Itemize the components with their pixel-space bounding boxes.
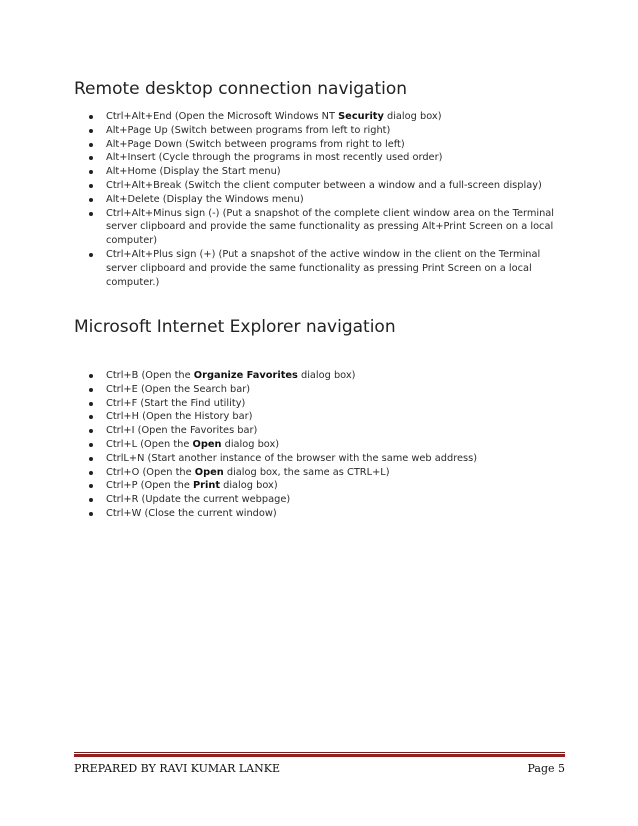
item-text: Ctrl+H (Open the History bar): [106, 411, 253, 423]
item-text: Alt+Page Down (Switch between programs from right to left): [106, 138, 405, 150]
bullet-icon: [89, 498, 93, 502]
item-emphasis: Organize Favorites: [193, 370, 298, 381]
list-item: [74, 438, 574, 452]
item-text: Ctrl+Alt+Break (Switch the client computer between a window and a full-screen display): [106, 179, 542, 191]
bullet-icon: [89, 484, 93, 488]
section-remote-desktop: [74, 78, 574, 289]
list-item: [74, 165, 574, 179]
list-item: [74, 493, 574, 507]
list-item: [74, 138, 574, 152]
section-internet-explorer: [74, 316, 574, 521]
item-emphasis: Open: [194, 466, 224, 478]
item-text: Ctrl+B (Open the: [106, 370, 194, 381]
bullet-icon: [89, 198, 93, 202]
item-text: Ctrl+P (Open the: [106, 480, 193, 492]
item-text-after: dialog box, the same as CTRL+L): [223, 466, 390, 478]
item-text: Alt+Home (Display the Start menu): [106, 166, 281, 178]
item-text: Alt+Insert (Cycle through the programs in most recently used order): [106, 152, 443, 164]
shortcut-list: [74, 369, 574, 521]
footer-page-number: Page 5: [527, 762, 565, 775]
item-text: Ctrl+W (Close the current window): [106, 507, 277, 519]
item-text-after: dialog box): [383, 111, 442, 122]
item-text: Ctrl+E (Open the Search bar): [106, 383, 251, 395]
bullet-icon: [89, 429, 93, 433]
item-text-after: dialog box): [297, 370, 356, 381]
item-text: Alt+Delete (Display the Windows menu): [106, 193, 304, 205]
list-item: [74, 479, 574, 493]
list-item: [74, 248, 574, 289]
item-text: Ctrl+O (Open the: [106, 466, 195, 478]
page-footer: [74, 762, 565, 775]
bullet-icon: [89, 388, 93, 392]
list-item: [74, 369, 574, 383]
item-text-after: dialog box): [221, 438, 280, 450]
bullet-icon: [89, 374, 93, 378]
list-item: [74, 466, 574, 480]
section-heading: Microsoft Internet Explorer navigation: [74, 317, 396, 337]
bullet-icon: [89, 156, 93, 160]
bullet-icon: [89, 415, 93, 419]
item-text: Ctrl+L (Open the: [106, 438, 193, 450]
item-text: CtrlL+N (Start another instance of the browser with the same web address): [106, 452, 478, 464]
item-text: Ctrl+F (Start the Find utility): [106, 397, 246, 409]
list-item: [74, 124, 574, 138]
shortcut-list: [74, 110, 574, 289]
bullet-icon: [89, 170, 93, 174]
list-item: [74, 383, 574, 397]
bullet-icon: [89, 471, 93, 475]
bullet-icon: [89, 115, 93, 119]
section-heading: Remote desktop connection navigation: [74, 79, 408, 99]
list-item: [74, 110, 574, 124]
bullet-icon: [89, 512, 93, 516]
list-item: [74, 507, 574, 521]
item-text-after: dialog box): [220, 480, 278, 492]
bullet-icon: [89, 212, 93, 216]
bullet-icon: [89, 457, 93, 461]
bullet-icon: [89, 184, 93, 188]
bullet-icon: [89, 402, 93, 406]
item-text: Ctrl+I (Open the Favorites bar): [106, 425, 258, 437]
item-text: Ctrl+Alt+Plus sign (+) (Put a snapshot of the active window in the client on the Terminal server clipboard and provide the same functionality as pressing Print Screen on a local computer.): [106, 248, 541, 288]
item-text: Ctrl+Alt+Minus sign (-) (Put a snapshot of the complete client window area on the Terminal server clipboard and provide the same functionality as pressing Alt+Print Screen on a local computer): [106, 207, 555, 247]
list-item: [74, 424, 574, 438]
footer-divider: [74, 752, 565, 757]
list-item: [74, 151, 574, 165]
item-text: Ctrl+Alt+End (Open the Microsoft Windows NT: [106, 111, 339, 122]
list-item: [74, 397, 574, 411]
footer-author: PREPARED BY RAVI KUMAR LANKE: [74, 762, 280, 775]
bullet-icon: [89, 143, 93, 147]
list-item: [74, 410, 574, 424]
item-emphasis: Security: [338, 111, 384, 122]
list-item: [74, 193, 574, 207]
item-emphasis: Print: [192, 480, 220, 492]
item-emphasis: Open: [192, 438, 222, 450]
bullet-icon: [89, 443, 93, 447]
list-item: [74, 452, 574, 466]
bullet-icon: [89, 129, 93, 133]
list-item: [74, 207, 574, 248]
list-item: [74, 179, 574, 193]
item-text: Alt+Page Up (Switch between programs from left to right): [106, 124, 391, 136]
bullet-icon: [89, 253, 93, 257]
item-text: Ctrl+R (Update the current webpage): [106, 494, 291, 506]
